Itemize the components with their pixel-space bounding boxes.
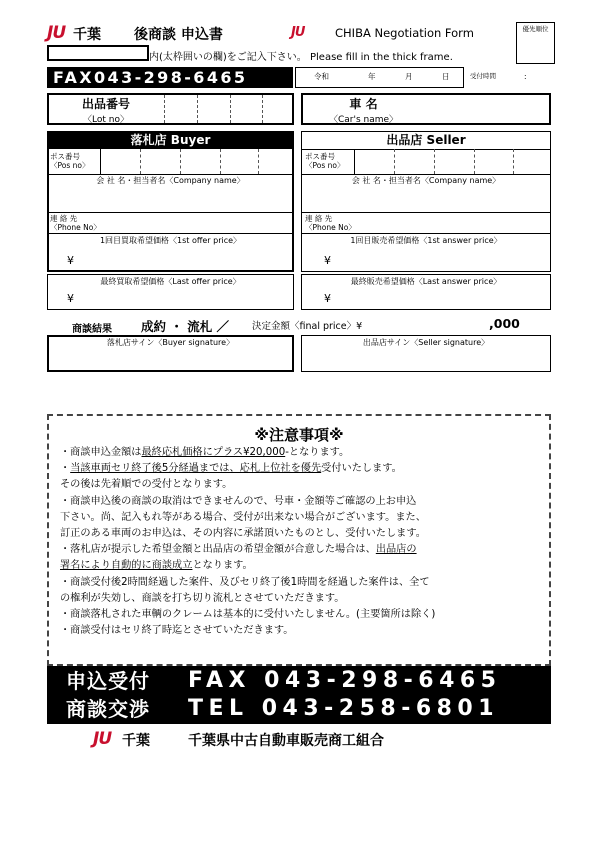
buyer-row-line — [48, 174, 293, 175]
logo-region: 千葉 — [73, 27, 101, 43]
notice-line-pre: その後は先着順での受付となります。 — [60, 479, 233, 491]
notice-line-pre: の権利が失効し、商談を打ち切り流札とさせていただきます。 — [60, 592, 345, 604]
notice-line-ul: 最終応札価格にプラス¥20,000 — [141, 447, 286, 458]
seller-pos-digit — [394, 149, 395, 174]
date-era: 令和 — [314, 72, 329, 81]
seller-last-price-label: 最終販売希望価格〈Last answer price〉 — [350, 277, 502, 286]
notice-line — [60, 623, 546, 639]
thick-frame-sample — [47, 45, 149, 61]
apply-label: 申込受付 — [66, 669, 150, 693]
date-year: 年 — [368, 72, 376, 81]
buyer-signature-label: 落札店サイン〈Buyer signature〉 — [106, 338, 235, 347]
seller-pos-digit — [513, 149, 514, 174]
seller-phone-label: 連 絡 先 — [305, 214, 333, 223]
notice-line-pre: 下さい。尚、記入もれ等がある場合、受付が出来ない場合がございます。また、 — [60, 511, 426, 523]
ju-logo-small: JU — [291, 25, 305, 40]
date-month: 月 — [405, 72, 413, 81]
fax-banner: FAX043-298-6465 — [47, 67, 293, 88]
ju-logo: JU — [47, 23, 66, 43]
buyer-phone-label-en: 〈Phone No〉 — [50, 223, 101, 232]
lot-digit-divider — [262, 95, 263, 123]
buyer-pos-label-en: 〈Pos no〉 — [50, 161, 90, 170]
buyer-pos-digit — [258, 149, 259, 174]
seller-pos-digit — [434, 149, 435, 174]
buyer-company-label: 会 社 名・担当者名〈Company name〉 — [96, 176, 245, 185]
notice-line-pre: ・商談落札された車輌のクレームは基本的に受付いたしません。(主要箇所は除く) — [60, 609, 436, 621]
footer-ju-logo: JU — [93, 729, 112, 749]
form-title: 後商談 申込書 — [134, 27, 223, 43]
notice-line-pre: ・商談受付後2時間経過した案件、及びセリ終了後1時間を経過した案件は、全て — [60, 576, 430, 588]
notice-line-pre: ・商談申込金額は — [60, 447, 142, 458]
seller-pos-divider — [354, 149, 355, 174]
notice-line — [60, 461, 546, 477]
buyer-last-price-currency: ¥ — [67, 292, 74, 305]
priority-box[interactable] — [516, 22, 555, 64]
notice-line — [60, 445, 546, 461]
buyer-pos-digit — [180, 149, 181, 174]
lot-digit-divider — [197, 95, 198, 123]
form-title-en: CHIBA Negotiation Form — [335, 26, 474, 40]
notice-line — [60, 575, 546, 591]
car-label: 車 名 — [349, 97, 378, 111]
notice-line-post: 受付いたします。 — [321, 463, 402, 475]
notice-line — [60, 494, 546, 510]
notice-line — [60, 526, 546, 542]
seller-company-label: 会 社 名・担当者名〈Company name〉 — [351, 176, 501, 185]
seller-first-price-label: 1回目販売希望価格〈1st answer price〉 — [350, 236, 502, 245]
seller-pos-label-en: 〈Pos no〉 — [305, 161, 345, 170]
lot-digit-divider — [230, 95, 231, 123]
buyer-pos-digit — [140, 149, 141, 174]
buyer-header: 落札店 Buyer — [47, 131, 294, 149]
lot-label-en: 〈Lot no〉 — [83, 115, 129, 125]
notice-list — [60, 445, 546, 639]
seller-last-price-currency: ¥ — [324, 292, 331, 305]
notice-line — [60, 477, 546, 493]
buyer-first-price-label: 1回目買取希望価格〈1st offer price〉 — [99, 236, 242, 245]
notice-line — [60, 607, 546, 623]
result-label: 商談結果 — [72, 324, 112, 335]
seller-row-line — [302, 174, 550, 175]
notice-line-pre: ・ — [60, 463, 71, 475]
notice-line-ul: 署名により自動的に商談成立 — [60, 560, 193, 572]
final-price-suffix: ,000 — [489, 316, 520, 331]
notice-line-pre: ・商談受付はセリ終了時迄とさせていただきます。 — [60, 625, 294, 637]
lot-digit-divider — [164, 95, 165, 123]
buyer-pos-divider — [100, 149, 101, 174]
lot-label: 出品番号 — [81, 97, 130, 111]
footer-org-name: 千葉県中古自動車販売商工組合 — [188, 733, 384, 749]
result-options[interactable]: 成約 ・ 流札 ／ — [141, 319, 230, 334]
seller-row-line — [302, 233, 550, 234]
notice-line — [60, 591, 546, 607]
buyer-pos-label: ポス番号 — [50, 152, 80, 161]
seller-phone-label-en: 〈Phone No〉 — [305, 223, 356, 232]
buyer-last-price-label: 最終買取希望価格〈Last offer price〉 — [100, 277, 241, 286]
instruction-text: 内(太枠囲いの欄)をご記入下さい。 Please fill in the thick frame. — [149, 52, 453, 63]
seller-row-line — [302, 212, 550, 213]
date-day: 日 — [442, 72, 450, 81]
notice-line — [60, 558, 546, 574]
notice-line-post: -となります。 — [285, 447, 350, 458]
buyer-section — [47, 131, 294, 272]
notice-line-pre: ・商談申込後の商談の取消はできませんので、号車・金額等ご確認の上お申込 — [60, 495, 417, 507]
car-label-en: 〈Car's name〉 — [328, 115, 399, 125]
buyer-first-price-currency: ¥ — [67, 254, 74, 267]
notice-line-pre: ・落札店が提示した希望金額と出品店の希望金額が合意した場合は、 — [60, 544, 376, 556]
seller-pos-digit — [474, 149, 475, 174]
notice-line — [60, 510, 546, 526]
seller-signature-label: 出品店サイン〈Seller signature〉 — [362, 338, 490, 347]
notice-line-ul: 出品店の — [375, 544, 417, 556]
received-time-colon: : — [524, 72, 527, 81]
seller-pos-label: ポス番号 — [305, 152, 335, 161]
notice-line-post: となります。 — [192, 560, 253, 572]
footer-logo-region: 千葉 — [122, 733, 150, 749]
final-price-label: 決定金額〈final price〉¥ — [252, 321, 363, 332]
notice-line-ul: 当該車両セリ終了後5分経過までは、応札上位社を優先 — [70, 463, 322, 475]
buyer-row-line — [48, 233, 293, 234]
notice-line-pre: 訂正のある車両のお申込は、その内容に承諾頂いたものとし、受付いたします。 — [60, 528, 426, 540]
buyer-pos-digit — [220, 149, 221, 174]
seller-header: 出品店 Seller — [386, 133, 466, 147]
negotiate-label: 商談交渉 — [66, 697, 150, 721]
received-time-label: 受付時間 — [470, 72, 496, 80]
seller-first-price-currency: ¥ — [324, 254, 331, 267]
tel-number: TEL 043-258-6801 — [188, 696, 500, 721]
buyer-row-line — [48, 212, 293, 213]
priority-label: 優先順位 — [522, 25, 549, 33]
notice-line — [60, 542, 546, 558]
buyer-phone-label: 連 絡 先 — [50, 214, 78, 223]
fax-number: FAX 043-298-6465 — [188, 668, 502, 693]
notice-title: ※注意事項※ — [254, 426, 344, 444]
